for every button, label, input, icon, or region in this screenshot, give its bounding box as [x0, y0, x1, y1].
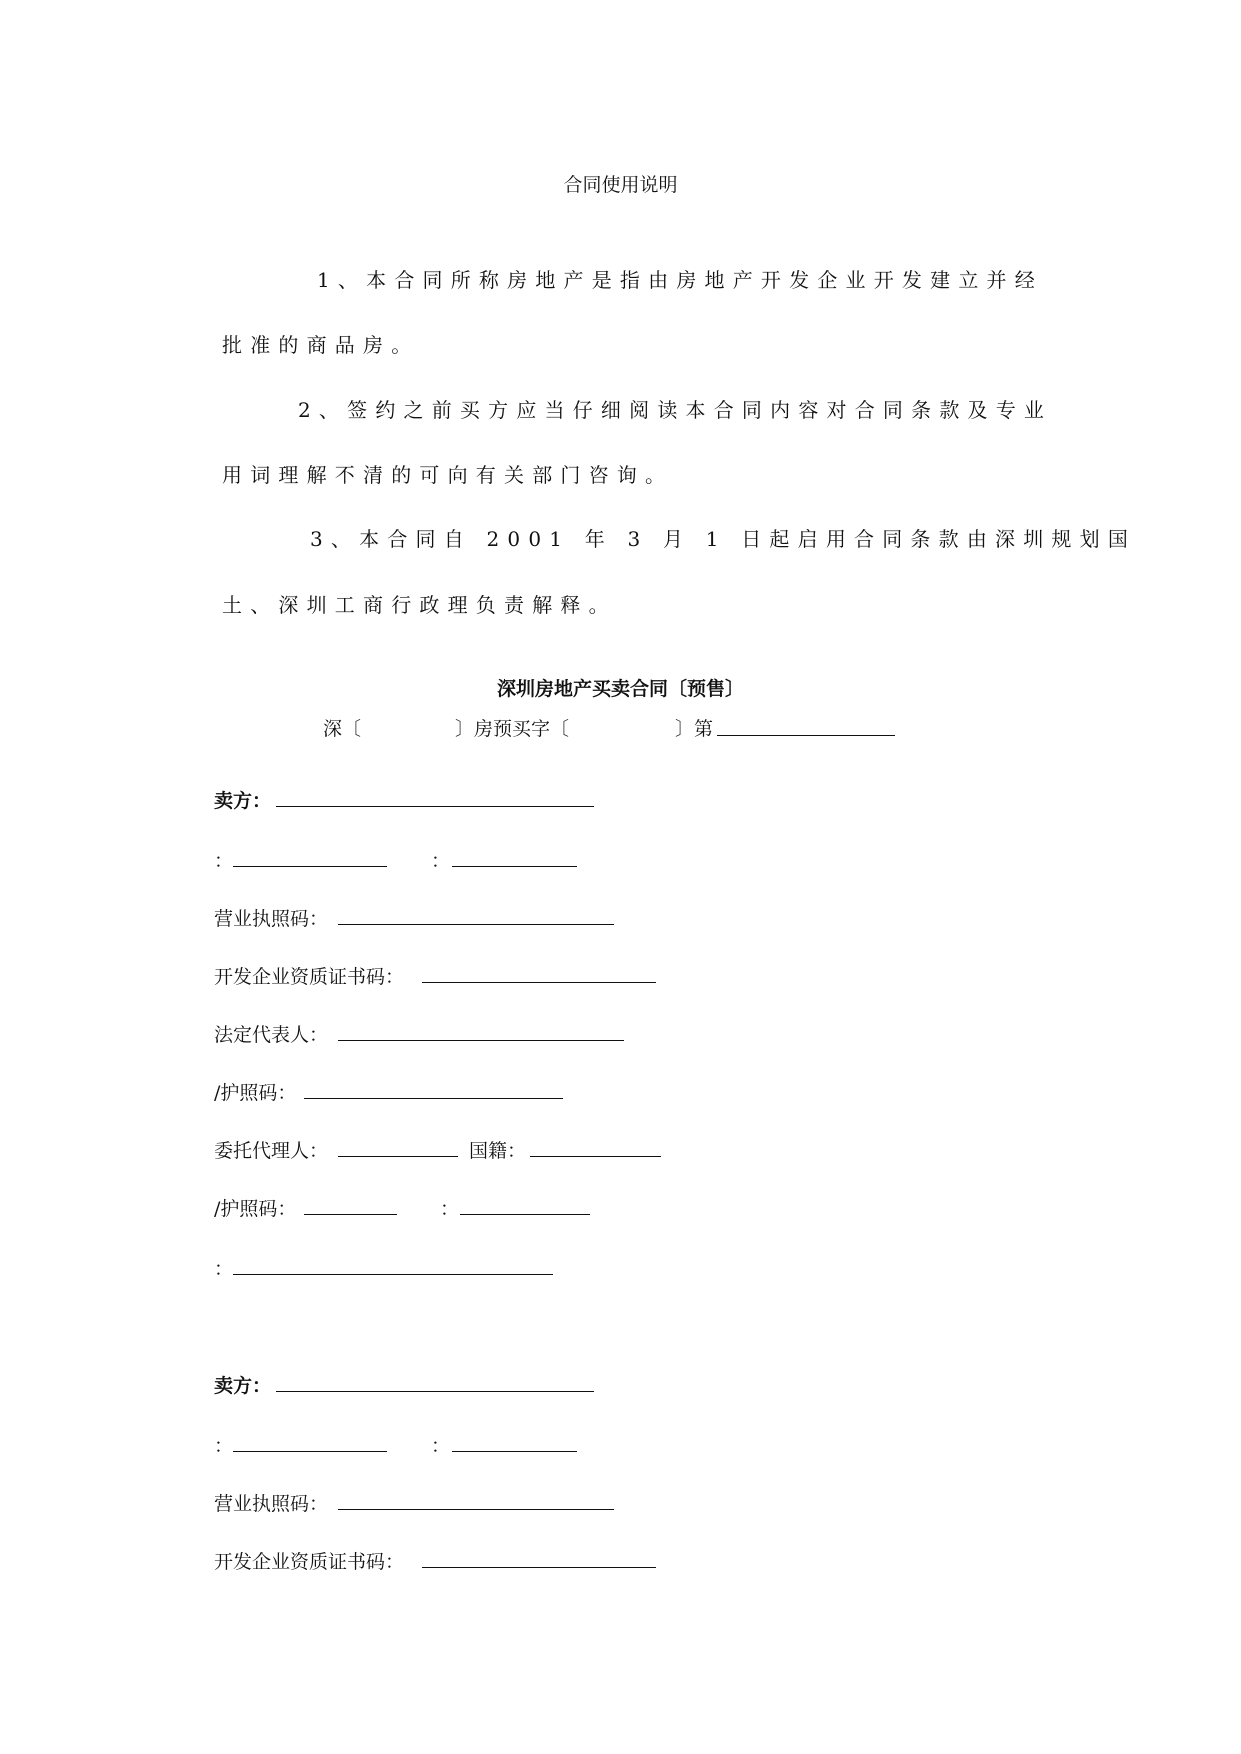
- address-field[interactable]: [233, 866, 387, 867]
- postcode-colon-label: ：: [431, 850, 451, 872]
- seller-2-name-field[interactable]: [276, 1391, 594, 1392]
- contract-number-prefix: 深〔: [323, 718, 362, 740]
- seller-2-postcode-colon-label: ：: [431, 1435, 451, 1457]
- contract-number-suffix: 〕第: [675, 718, 714, 740]
- passport-number-field[interactable]: [304, 1098, 563, 1099]
- instruction-2-line-2: 用词理解不清的可向有关部门咨询。: [222, 463, 674, 487]
- qualification-certificate-label: 开发企业资质证书码：: [214, 966, 405, 988]
- instructions-title: 合同使用说明: [563, 174, 678, 196]
- agent-address-colon-label: ：: [214, 1258, 234, 1280]
- instruction-1-line-1: 1、本合同所称房地产是指由房地产开发企业开发建立并经: [317, 268, 1043, 292]
- instruction-3-line-2: 土、深圳工商行政理负责解释。: [222, 593, 617, 617]
- instruction-1-line-2: 批准的商品房。: [222, 333, 420, 357]
- nationality-field[interactable]: [530, 1156, 661, 1157]
- business-license-field[interactable]: [338, 924, 614, 925]
- seller-2-address-colon-label: ：: [214, 1435, 234, 1457]
- seller-2-business-license-field[interactable]: [338, 1509, 614, 1510]
- legal-representative-field[interactable]: [338, 1040, 624, 1041]
- address-colon-label: ：: [214, 850, 234, 872]
- qualification-certificate-field[interactable]: [422, 982, 656, 983]
- passport-number-label: /护照码：: [214, 1082, 297, 1104]
- agent-address-field[interactable]: [233, 1274, 553, 1275]
- seller-2-address-field[interactable]: [233, 1451, 387, 1452]
- seller-2-postcode-field[interactable]: [452, 1451, 577, 1452]
- agent-label: 委托代理人：: [214, 1140, 329, 1162]
- contract-title: 深圳房地产买卖合同〔预售〕: [496, 678, 744, 700]
- seller-2-label: 卖方：: [214, 1375, 272, 1397]
- seller-2-business-license-label: 营业执照码：: [214, 1493, 329, 1515]
- postcode-field[interactable]: [452, 866, 577, 867]
- seller-2-qualification-certificate-field[interactable]: [422, 1567, 656, 1568]
- agent-passport-label: /护照码：: [214, 1198, 297, 1220]
- business-license-label: 营业执照码：: [214, 908, 329, 930]
- seller-label: 卖方：: [214, 790, 272, 812]
- agent-field[interactable]: [338, 1156, 458, 1157]
- instruction-2-line-1: 2、签约之前买方应当仔细阅读本合同内容对合同条款及专业: [298, 398, 1053, 422]
- agent-phone-colon-label: ：: [440, 1198, 460, 1220]
- seller-2-qualification-certificate-label: 开发企业资质证书码：: [214, 1551, 405, 1573]
- legal-representative-label: 法定代表人：: [214, 1024, 329, 1046]
- contract-number-field[interactable]: [717, 735, 895, 736]
- instruction-3-line-1: 3、本合同自 2001 年 3 月 1 日起启用合同条款由深圳规划国: [310, 527, 1137, 551]
- agent-phone-field[interactable]: [460, 1214, 590, 1215]
- nationality-label: 国籍：: [469, 1140, 527, 1162]
- seller-name-field[interactable]: [276, 806, 594, 807]
- agent-passport-field[interactable]: [304, 1214, 397, 1215]
- contract-number-middle: 〕房预买字〔: [455, 718, 570, 740]
